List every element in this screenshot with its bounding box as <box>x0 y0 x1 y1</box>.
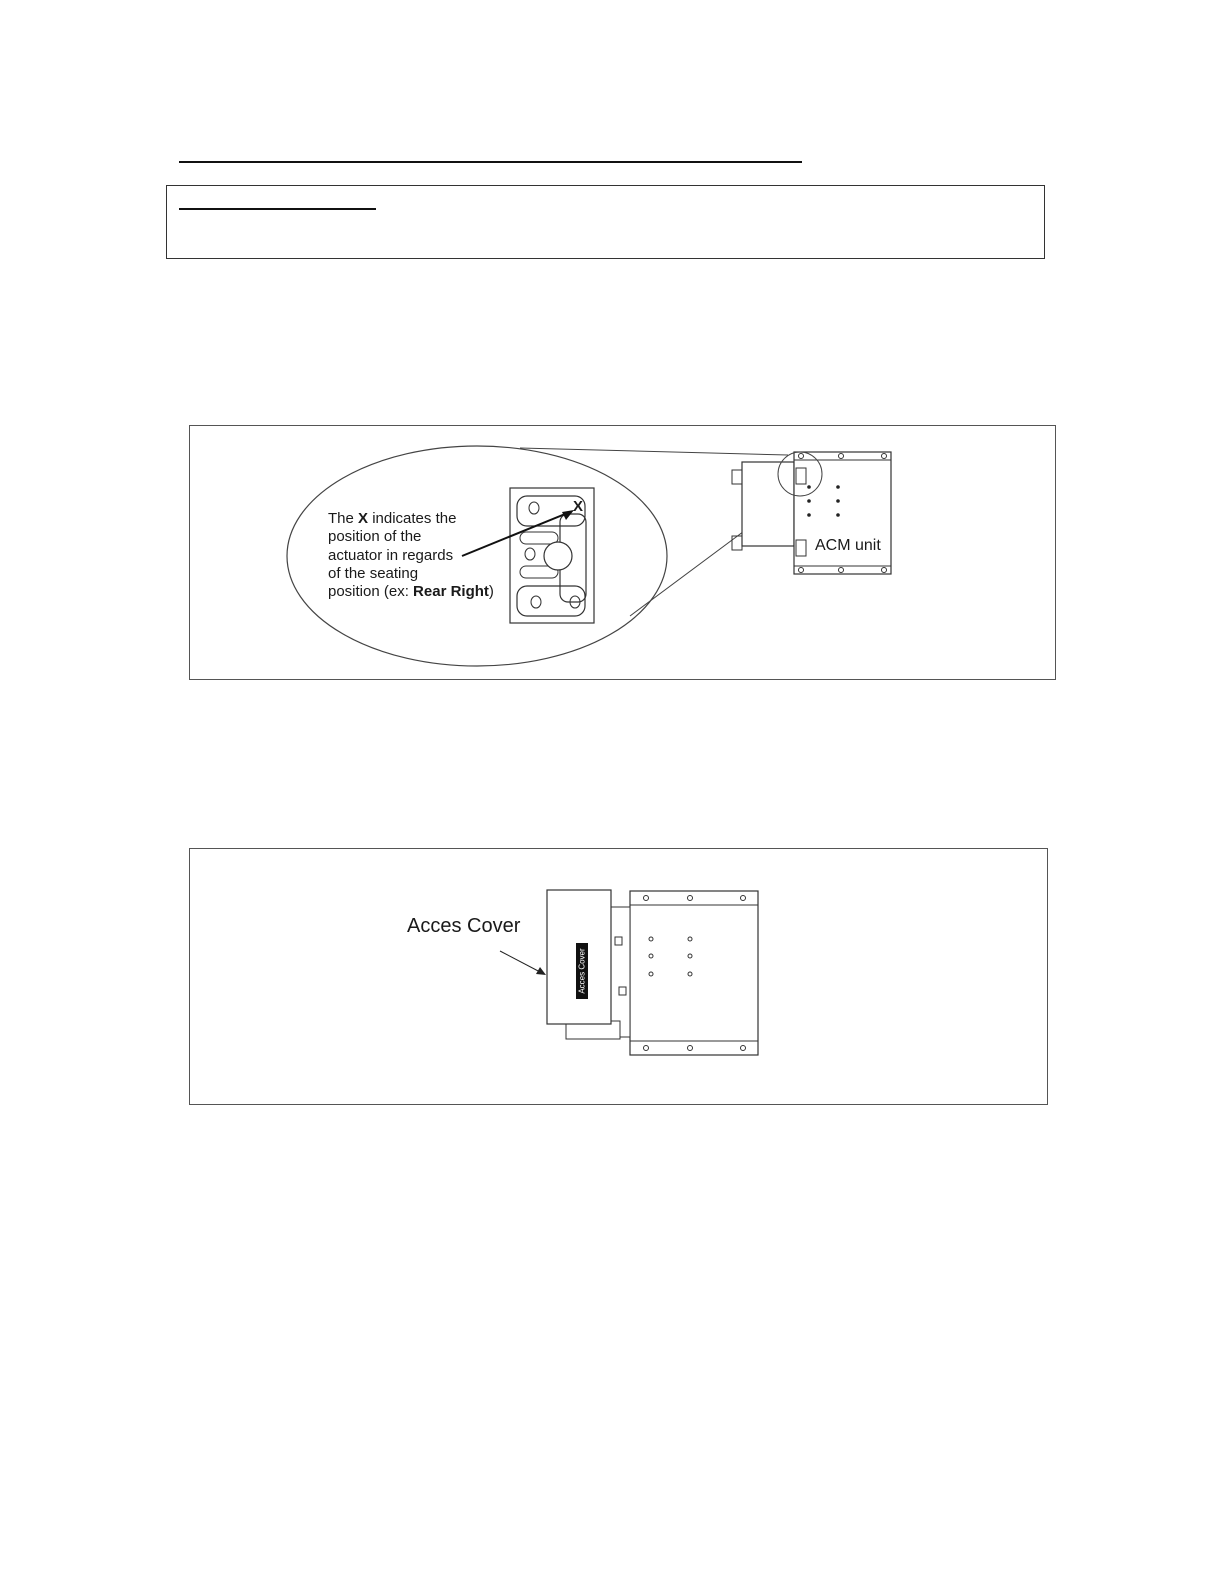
acm-unit-label: ACM unit <box>815 537 881 554</box>
actuator-x-mark: X <box>573 498 584 515</box>
figure-acm-unit <box>189 425 1056 680</box>
access-cover-drawing <box>190 849 1049 1106</box>
note-heading-underline <box>179 208 376 210</box>
access-cover-tag: Acces Cover <box>576 943 588 999</box>
access-cover-label: Acces Cover <box>407 915 521 937</box>
acm-unit-drawing <box>190 426 1057 681</box>
note-box <box>166 185 1045 259</box>
actuator-callout-text: The X indicates the position of the actuator in regards of the seating position (ex: Rear Right) <box>328 510 494 601</box>
title-underline <box>179 161 802 163</box>
figure-access-cover <box>189 848 1048 1105</box>
